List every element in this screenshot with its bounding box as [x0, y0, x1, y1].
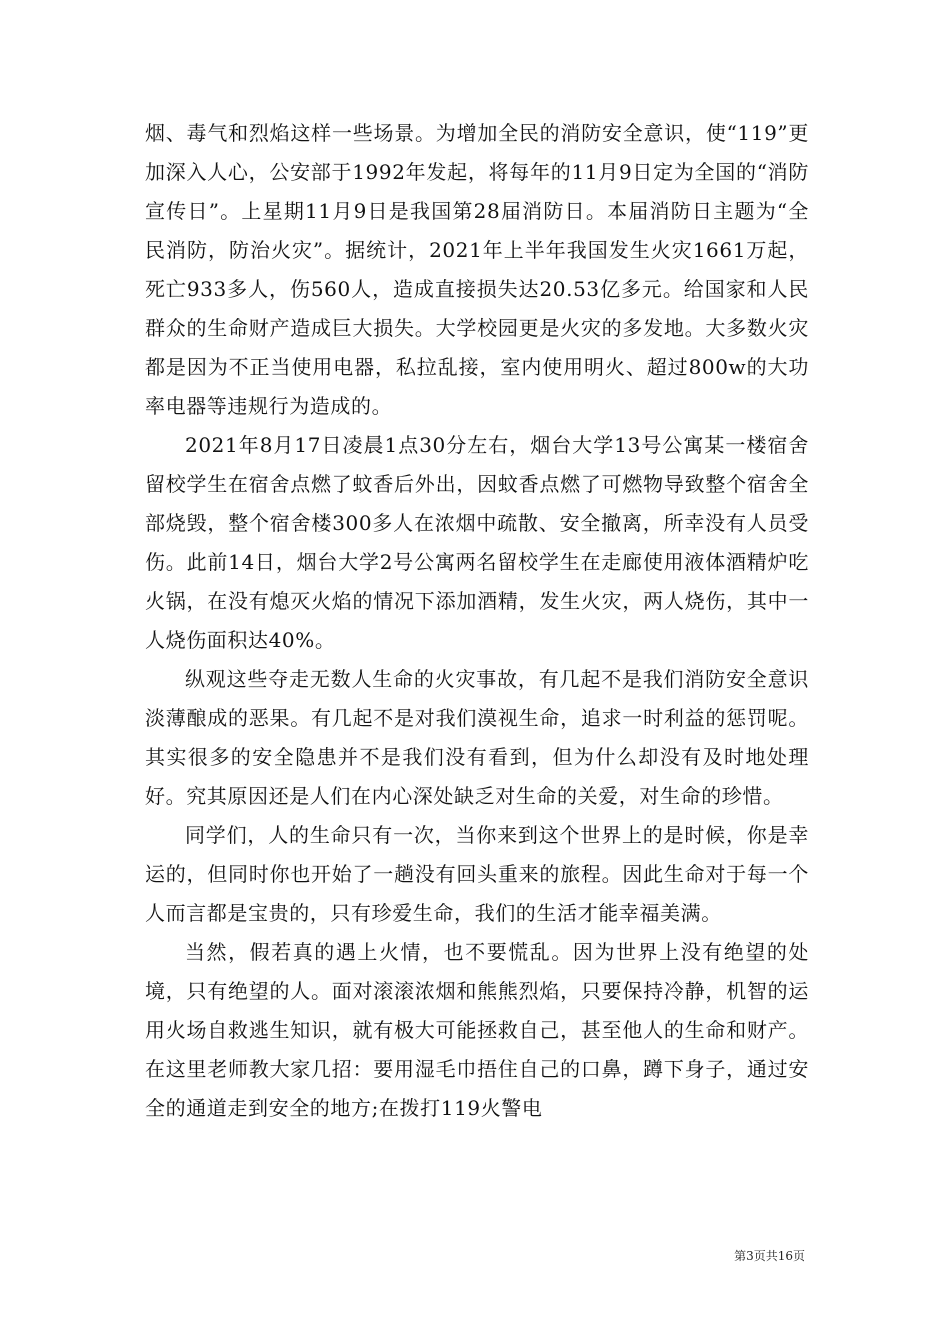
paragraph-cherish-life: 同学们，人的生命只有一次，当你来到这个世界上的是时候，你是幸运的，但同时你也开始了一趟没有回头重来的旅程。因此生命对于每一个人而言都是宝贵的，只有珍爱生命，我们的生活才能幸福美满。	[145, 823, 809, 925]
paragraph-escape-tips: 当然，假若真的遇上火情，也不要慌乱。因为世界上没有绝望的处境，只有绝望的人。面对滚滚浓烟和熊熊烈焰，只要保持冷静，机智的运用火场自救逃生知识，就有极大可能拯救自己，甚至他人的生命和财产。在这里老师教大家几招：要用湿毛巾捂住自己的口鼻，蹲下身子，通过安全的通道走到安全的地方;在拨打119火警电	[145, 940, 809, 1120]
page-number: 第3页共16页	[734, 1249, 805, 1263]
paragraph-yantai-fire: 2021年8月17日凌晨1点30分左右，烟台大学13号公寓某一楼宿舍留校学生在宿舍点燃了蚊香后外出，因蚊香点燃了可燃物导致整个宿舍全部烧毁，整个宿舍楼300多人在浓烟中疏散、安全撤离，所幸没有人员受伤。此前14日，烟台大学2号公寓两名留校学生在走廊使用液体酒精炉吃火锅，在没有熄灭火焰的情况下添加酒精，发生火灾，两人烧伤，其中一人烧伤面积达40%。	[145, 433, 809, 652]
body-text	[145, 114, 809, 1128]
paragraph-continuation: 烟、毒气和烈焰这样一些场景。为增加全民的消防安全意识，使“119”更加深入人心，公安部于1992年发起，将每年的11月9日定为全国的“消防宣传日”。上星期11月9日是我国第28届消防日。本届消防日主题为“全民消防，防治火灾”。据统计，2021年上半年我国发生火灾1661万起，死亡933多人，伤560人，造成直接损失达20.53亿多元。给国家和人民群众的生命财产造成巨大损失。大学校园更是火灾的多发地。大多数火灾都是因为不正当使用电器，私拉乱接，室内使用明火、超过800w的大功率电器等违规行为造成的。	[145, 121, 809, 418]
paragraph-safety-awareness: 纵观这些夺走无数人生命的火灾事故，有几起不是我们消防安全意识淡薄酿成的恶果。有几起不是对我们漠视生命，追求一时利益的惩罚呢。其实很多的安全隐患并不是我们没有看到，但为什么却没有及时地处理好。究其原因还是人们在内心深处缺乏对生命的关爱，对生命的珍惜。	[145, 667, 809, 808]
